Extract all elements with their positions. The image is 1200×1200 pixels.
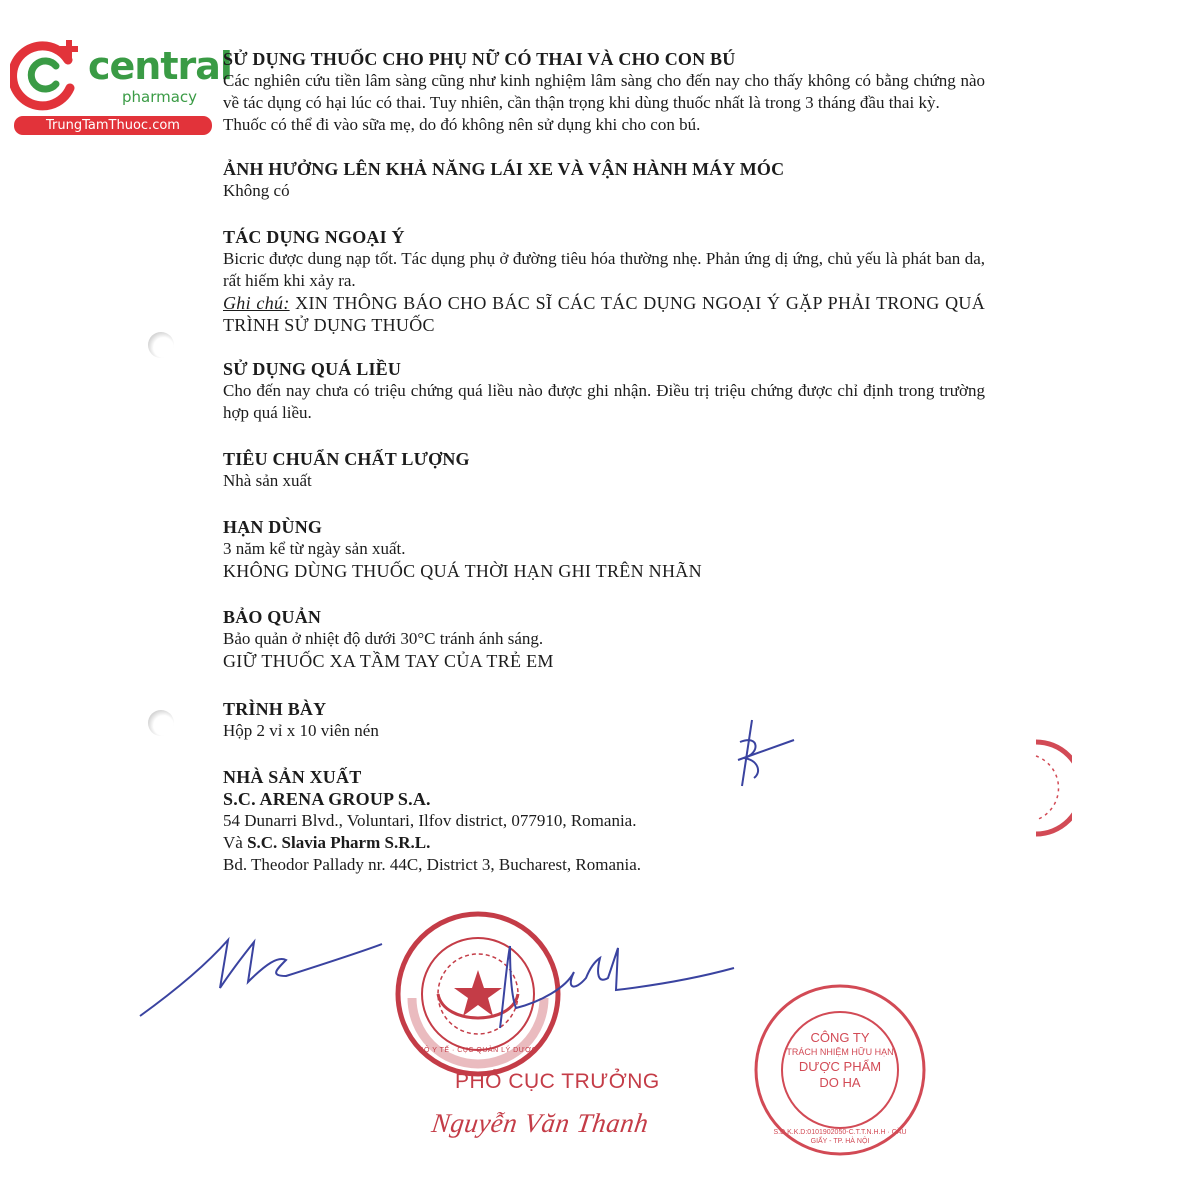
company-stamp-line-4: DO HA xyxy=(819,1075,861,1090)
section-paragraph-caps: KHÔNG DÙNG THUỐC QUÁ THỜI HẠN GHI TRÊN NHÃN xyxy=(223,561,702,581)
section-paragraph: Bicric được dung nạp tốt. Tác dụng phụ ở đường tiêu hóa thường nhẹ. Phản ứng dị ứng, chủ yếu là phát ban da, rất hiếm khi xảy ra. xyxy=(223,249,985,290)
note-text: XIN THÔNG BÁO CHO BÁC SĨ CÁC TÁC DỤNG NGOẠI Ý GẶP PHẢI TRONG QUÁ TRÌNH SỬ DỤNG THUỐC xyxy=(223,293,985,335)
section-expiry xyxy=(223,516,985,582)
initials-mark-icon xyxy=(730,712,800,792)
manufacturer-line-2 xyxy=(223,832,985,854)
signatory-name: Nguyễn Văn Thanh xyxy=(429,1108,651,1138)
central-pharmacy-logo xyxy=(10,38,232,138)
company-stamp-body xyxy=(782,1030,898,1091)
section-heading: SỬ DỤNG THUỐC CHO PHỤ NỮ CÓ THAI VÀ CHO CON BÚ xyxy=(223,49,736,69)
section-presentation xyxy=(223,698,985,742)
section-paragraph: Bảo quản ở nhiệt độ dưới 30°C tránh ánh sáng. xyxy=(223,629,544,648)
section-overdose xyxy=(223,358,985,424)
section-heading: NHÀ SẢN XUẤT xyxy=(223,767,362,787)
side-effects-note xyxy=(223,292,985,336)
section-heading: BẢO QUẢN xyxy=(223,607,322,627)
section-paragraph: Cho đến nay chưa có triệu chứng quá liều nào được ghi nhận. Điều trị triệu chứng được chỉ định trong trường hợp quá liều. xyxy=(223,381,985,422)
manufacturer-address-1: 54 Dunarri Blvd., Voluntari, Ilfov district, 077910, Romania. xyxy=(223,811,637,830)
section-heading: HẠN DÙNG xyxy=(223,517,323,537)
section-quality xyxy=(223,448,985,492)
section-heading: SỬ DỤNG QUÁ LIỀU xyxy=(223,359,402,379)
manufacturer-company-1: S.C. ARENA GROUP S.A. xyxy=(223,789,431,809)
logo-brand-text: central xyxy=(88,44,232,88)
partial-stamp-edge-icon xyxy=(1032,738,1072,838)
punch-hole-top xyxy=(148,332,174,358)
section-paragraph: Thuốc có thể đi vào sữa mẹ, do đó không nên sử dụng khi cho con bú. xyxy=(223,115,701,134)
section-paragraph: Hộp 2 vỉ x 10 viên nén xyxy=(223,721,379,740)
section-paragraph-caps: GIỮ THUỐC XA TẦM TAY CỦA TRẺ EM xyxy=(223,651,554,671)
document-body xyxy=(223,48,985,896)
signature-left-icon xyxy=(136,930,386,1020)
section-paragraph: Các nghiên cứu tiền lâm sàng cũng như kinh nghiệm lâm sàng cho đến nay cho thấy không có bằng chứng nào về tác dụng có hại lúc có thai. Tuy nhiên, cần thận trọng khi dùng thuốc nhất là trong 3 tháng đầu thai kỳ. xyxy=(223,71,985,112)
section-heading: ẢNH HƯỞNG LÊN KHẢ NĂNG LÁI XE VÀ VẬN HÀNH MÁY MÓC xyxy=(223,159,785,179)
section-heading: TÁC DỤNG NGOẠI Ý xyxy=(223,227,405,247)
section-side-effects xyxy=(223,226,985,336)
section-heading: TIÊU CHUẨN CHẤT LƯỢNG xyxy=(223,449,470,469)
section-manufacturer xyxy=(223,766,985,876)
official-stamp-ring-text: BỘ Y TẾ · CỤC QUẢN LÝ DƯỢC xyxy=(418,1047,538,1054)
and-label: Và xyxy=(223,833,248,852)
section-driving xyxy=(223,158,985,202)
manufacturer-address-2: Bd. Theodor Pallady nr. 44C, District 3, Bucharest, Romania. xyxy=(223,855,642,874)
logo-website-band: TrungTamThuoc.com xyxy=(14,116,212,135)
section-paragraph: Không có xyxy=(223,181,290,200)
company-stamp-ring-text: S.Đ.K.K.D:0101902050-C.T.T.N.H.H · CẦU GIẤY - TP. HÀ NỘI xyxy=(773,1129,907,1145)
section-pregnancy xyxy=(223,48,985,136)
section-paragraph: Nhà sản xuất xyxy=(223,471,312,490)
note-label: Ghi chú: xyxy=(223,293,290,313)
manufacturer-company-2: S.C. Slavia Pharm S.R.L. xyxy=(247,833,431,852)
section-storage xyxy=(223,606,985,672)
section-heading: TRÌNH BÀY xyxy=(223,699,327,719)
logo-sub-text: pharmacy xyxy=(122,88,198,106)
company-stamp-line-1: CÔNG TY xyxy=(810,1030,870,1045)
punch-hole-bottom xyxy=(148,710,174,736)
company-stamp-line-2: TRÁCH NHIỆM HỮU HẠN xyxy=(786,1047,894,1057)
signatory-title: PHÓ CỤC TRƯỞNG xyxy=(455,1070,660,1093)
section-paragraph: 3 năm kể từ ngày sản xuất. xyxy=(223,539,406,558)
central-pharmacy-logo-mark-icon xyxy=(10,38,90,114)
company-stamp-line-3: DƯỢC PHẨM xyxy=(798,1059,882,1074)
signature-center-icon xyxy=(470,928,740,1038)
